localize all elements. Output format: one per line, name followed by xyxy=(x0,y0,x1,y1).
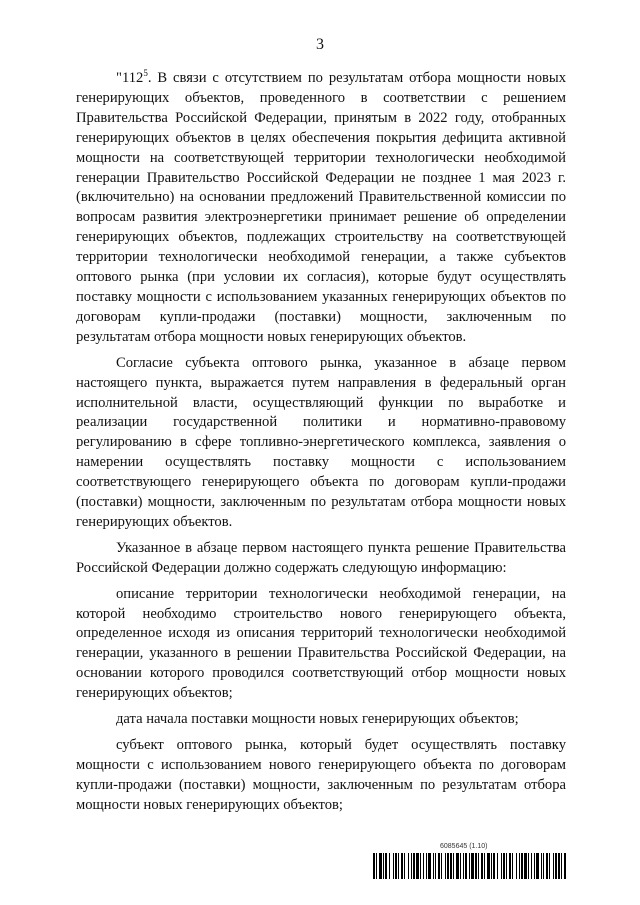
paragraph-4: описание территории технологически необходимой генерации, на которой необходимо строительство нового генерирующего объекта, определенное исходя из описания территорий технологически необходимой генерации, указанного в решении Правительства Российской Федерации, на основании которого проводился соответствующий отбор мощности новых генерирующих объектов; xyxy=(76,585,566,702)
barcode xyxy=(373,853,566,879)
page-number: 3 xyxy=(316,36,324,53)
paragraph-1-superscript: 5 xyxy=(143,68,148,79)
document-body xyxy=(76,69,566,822)
paragraph-1-lead: "112 xyxy=(116,70,144,86)
document-code: 6085645 (1.10) xyxy=(440,843,488,850)
paragraph-2: Согласие субъекта оптового рынка, указанное в абзаце первом настоящего пункта, выражается путем направления в федеральный орган исполнительной власти, осуществляющий функции по выработке и реализации государственной политики и нормативно-правовому регулированию в сфере топливно-энергетического комплекса, заявления о намерении осуществлять поставку мощности с использованием соответствующего генерирующего объекта по договорам купли-продажи (поставки) мощности, заключенным по результатам отбора мощности новых генерирующих объектов. xyxy=(76,354,566,530)
paragraph-1 xyxy=(76,69,566,348)
paragraph-3: Указанное в абзаце первом настоящего пункта решение Правительства Российской Федерации должно содержать следующую информацию: xyxy=(76,539,566,576)
paragraph-6: субъект оптового рынка, который будет осуществлять поставку мощности с использованием нового генерирующего объекта по договорам купли-продажи (поставки) мощности, заключенным по результатам отбора мощности новых генерирующих объектов; xyxy=(76,737,566,813)
paragraph-1-text: . В связи с отсутствием по результатам отбора мощности новых генерирующих объектов, проведенного в соответствии с решением Правительства Российской Федерации, принятым в 2022 году, отобранных генерирующих объектов в целях обеспечения покрытия дефицита активной мощности на соответствующей территории технологически необходимой генерации Правительство Российской Федерации не позднее 1 мая 2023 г. (включительно) на основании предложений Правительственной комиссии по вопросам развития электроэнергетики принимает решение об определении генерирующих объектов, подлежащих строительству на соответствующей территории технологически необходимой генерации, а также субъектов оптового рынка (при условии их согласия), которые будут осуществлять поставку мощности с использованием указанных генерирующих объектов по договорам купли-продажи (поставки) мощности, заключенным по результатам отбора мощности новых генерирующих объектов. xyxy=(76,70,566,345)
paragraph-5: дата начала поставки мощности новых генерирующих объектов; xyxy=(116,711,519,728)
